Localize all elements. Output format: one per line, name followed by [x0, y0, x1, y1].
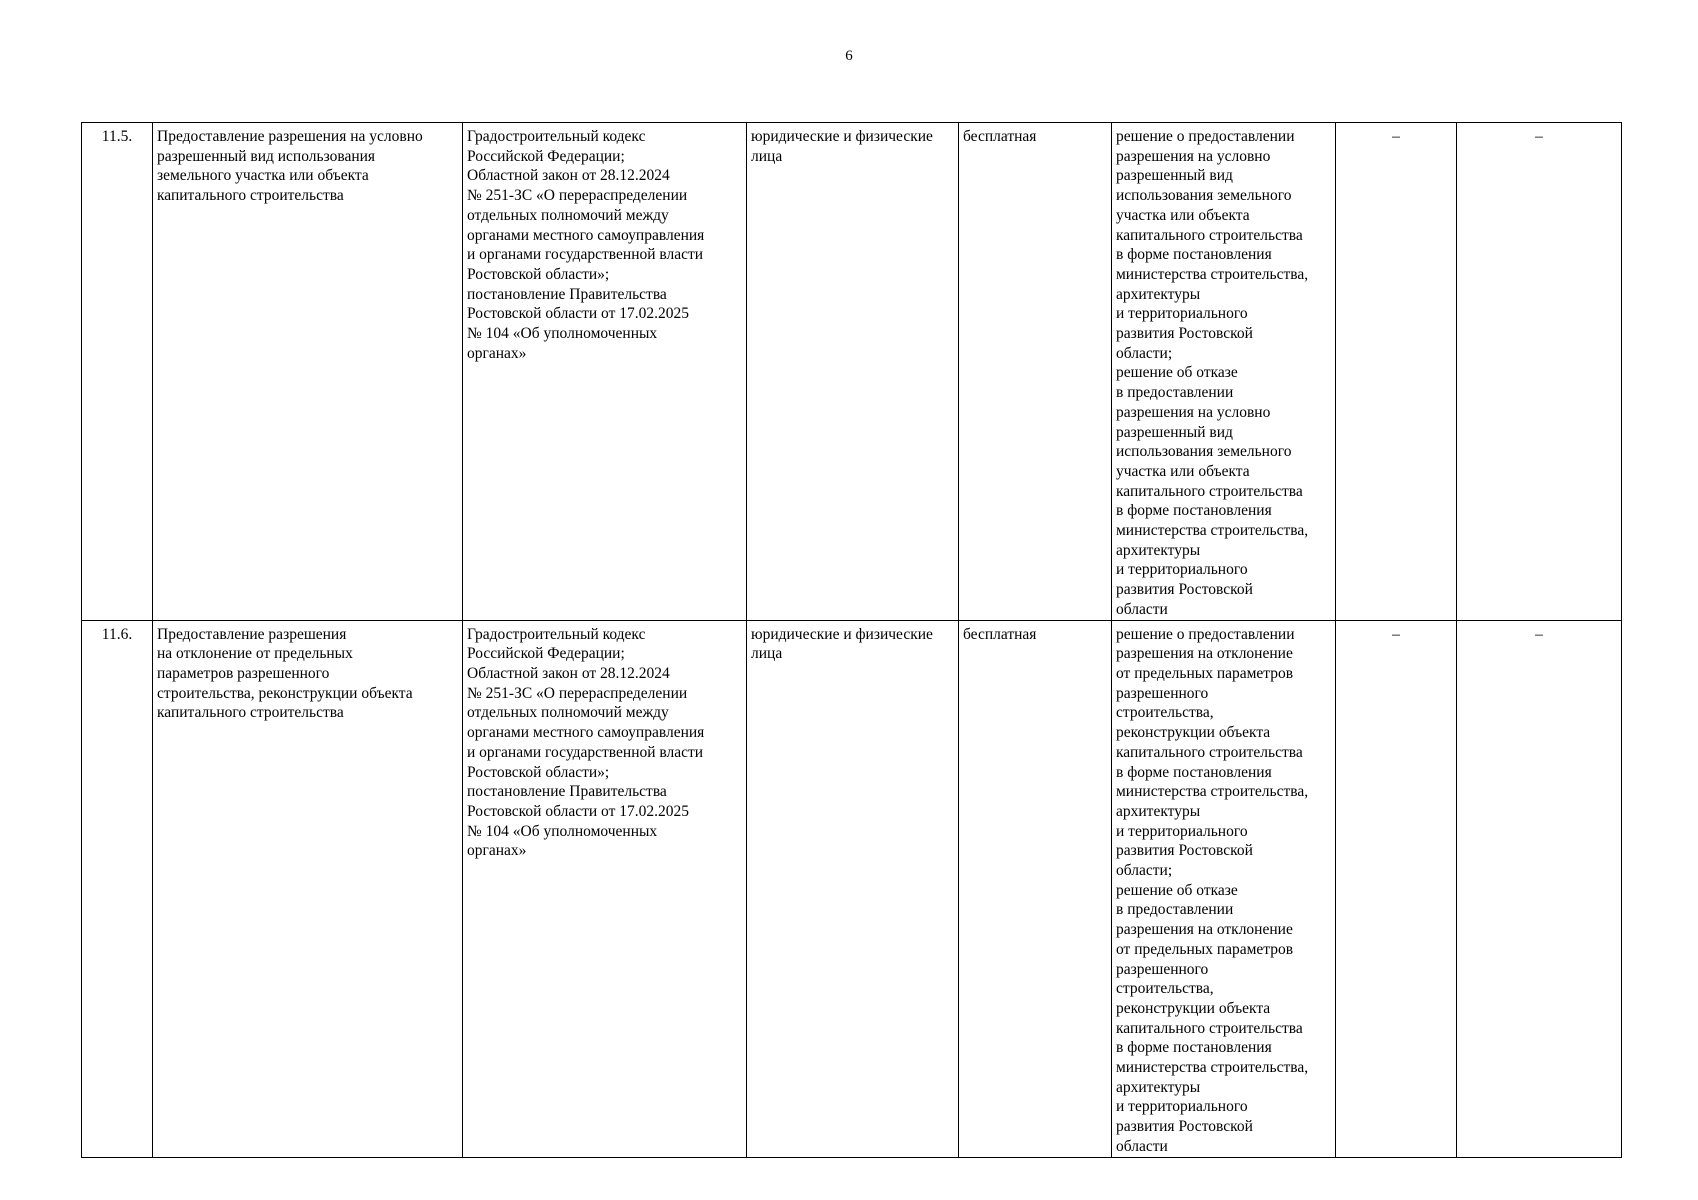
text-line: строительства, — [1116, 980, 1214, 998]
page-number: 6 — [845, 48, 853, 64]
services-table — [81, 122, 1622, 1158]
text-line: министерства строительства, — [1116, 1059, 1309, 1077]
text-line: капитального строительства — [1116, 482, 1303, 500]
text-line: Предоставление разрешения на условно — [157, 128, 423, 145]
text-line: использования земельного — [1116, 187, 1292, 205]
text-line: органах» — [467, 842, 527, 860]
text-line: министерства строительства, — [1116, 265, 1309, 283]
text-line: органами местного самоуправления — [467, 226, 705, 244]
text-line: в форме постановления — [1116, 502, 1272, 520]
text-line: разрешения на условно — [1116, 403, 1271, 421]
text-line: разрешения на условно — [1116, 147, 1271, 165]
text-line: постановление Правительства — [467, 285, 667, 303]
service-name-cell — [153, 620, 463, 1157]
text-line: № 251-ЗС «О перераспределении — [467, 684, 688, 702]
text-line: капитального строительства — [1116, 743, 1303, 761]
text-line: и территориального — [1116, 561, 1248, 579]
recipients-cell — [747, 620, 959, 1157]
text-line: капитального строительства — [157, 187, 344, 205]
text-line: области — [1116, 1137, 1168, 1155]
text-line: и органами государственной власти — [467, 246, 704, 264]
dash-cell — [1336, 123, 1457, 621]
text-line: разрешенный вид использования — [157, 147, 376, 165]
text-line: № 251-ЗС «О перераспределении — [467, 187, 688, 205]
text-line: архитектуры — [1116, 541, 1201, 559]
text-line: постановление Правительства — [467, 783, 667, 801]
text-line: участка или объекта — [1116, 462, 1250, 480]
text-line: разрешения на отклонение — [1116, 921, 1293, 939]
text-line: юридические и физические — [751, 128, 933, 145]
text-line: министерства строительства, — [1116, 522, 1309, 540]
result-cell — [1112, 123, 1336, 621]
text-line: органах» — [467, 344, 527, 362]
text-line: Областной закон от 28.12.2024 — [467, 664, 670, 682]
dash-cell — [1457, 620, 1622, 1157]
text-line: лица — [751, 147, 783, 165]
text-line: на отклонение от предельных — [157, 645, 353, 663]
text-line: капитального строительства — [1116, 226, 1303, 244]
text-line: Российской Федерации; — [467, 645, 625, 663]
text-line: области; — [1116, 862, 1173, 880]
text-line: Российской Федерации; — [467, 147, 625, 165]
text-line: капитального строительства — [1116, 1019, 1303, 1037]
text-line: органами местного самоуправления — [467, 724, 705, 742]
text-line: в предоставлении — [1116, 384, 1234, 402]
text-line: Областной закон от 28.12.2024 — [467, 167, 670, 185]
text-line: земельного участка или объекта — [157, 167, 369, 185]
text-line: архитектуры — [1116, 802, 1201, 820]
text-line: в предоставлении — [1116, 901, 1234, 919]
text-line: решение об отказе — [1116, 364, 1238, 382]
result-cell — [1112, 620, 1336, 1157]
text-line: решение об отказе — [1116, 881, 1238, 899]
recipients-cell — [747, 123, 959, 621]
dash-cell — [1336, 620, 1457, 1157]
text-line: решение о предоставлении — [1116, 128, 1295, 145]
text-line: строительства, — [1116, 704, 1214, 722]
text-line: развития Ростовской — [1116, 581, 1253, 599]
text-line: и территориального — [1116, 822, 1248, 840]
text-line: разрешенный вид — [1116, 423, 1233, 441]
text-line: строительства, реконструкции объекта — [157, 684, 413, 702]
text-line: и территориального — [1116, 1098, 1248, 1116]
text-line: в форме постановления — [1116, 1039, 1272, 1057]
fee-text: бесплатная — [963, 625, 1037, 643]
legal-basis-cell — [463, 123, 747, 621]
text-line: от предельных параметров — [1116, 940, 1294, 958]
text-line: решение о предоставлении — [1116, 625, 1295, 643]
text-line: и территориального — [1116, 305, 1248, 323]
text-line: в форме постановления — [1116, 246, 1272, 264]
text-line: Ростовской области от 17.02.2025 — [467, 305, 689, 323]
text-line: разрешенный вид — [1116, 167, 1233, 185]
fee-text: бесплатная — [963, 128, 1037, 145]
fee-cell — [959, 123, 1112, 621]
text-line: разрешения на отклонение — [1116, 645, 1293, 663]
text-line: и органами государственной власти — [467, 743, 704, 761]
text-line: Градостроительный кодекс — [467, 625, 646, 643]
text-line: Предоставление разрешения — [157, 625, 347, 643]
text-line: Ростовской области от 17.02.2025 — [467, 802, 689, 820]
text-line: разрешенного — [1116, 684, 1209, 702]
text-line: Ростовской области»; — [467, 265, 610, 283]
text-line: в форме постановления — [1116, 763, 1272, 781]
dash-text: – — [1535, 128, 1543, 145]
row-number-cell — [82, 620, 153, 1157]
row-number-cell — [82, 123, 153, 621]
text-line: Ростовской области»; — [467, 763, 610, 781]
text-line: области — [1116, 600, 1168, 618]
text-line: реконструкции объекта — [1116, 724, 1271, 742]
table-row — [82, 123, 1622, 621]
text-line: отдельных полномочий между — [467, 206, 669, 224]
text-line: от предельных параметров — [1116, 664, 1294, 682]
text-line: реконструкции объекта — [1116, 999, 1271, 1017]
service-name-cell — [153, 123, 463, 621]
row-number: 11.5. — [101, 128, 133, 145]
text-line: юридические и физические — [751, 625, 933, 643]
text-line: Градостроительный кодекс — [467, 128, 646, 145]
text-line: области; — [1116, 344, 1173, 362]
text-line: развития Ростовской — [1116, 1118, 1253, 1136]
text-line: отдельных полномочий между — [467, 704, 669, 722]
dash-text: – — [1392, 128, 1400, 145]
text-line: участка или объекта — [1116, 206, 1250, 224]
dash-cell — [1457, 123, 1622, 621]
fee-cell — [959, 620, 1112, 1157]
dash-text: – — [1535, 625, 1543, 643]
text-line: развития Ростовской — [1116, 842, 1253, 860]
text-line: архитектуры — [1116, 1078, 1201, 1096]
text-line: № 104 «Об уполномоченных — [467, 325, 658, 343]
text-line: архитектуры — [1116, 285, 1201, 303]
text-line: № 104 «Об уполномоченных — [467, 822, 658, 840]
text-line: министерства строительства, — [1116, 783, 1309, 801]
table-row — [82, 620, 1622, 1157]
text-line: разрешенного — [1116, 960, 1209, 978]
text-line: капитального строительства — [157, 704, 344, 722]
text-line: параметров разрешенного — [157, 664, 330, 682]
text-line: развития Ростовской — [1116, 325, 1253, 343]
dash-text: – — [1392, 625, 1400, 643]
text-line: использования земельного — [1116, 443, 1292, 461]
text-line: лица — [751, 645, 783, 663]
legal-basis-cell — [463, 620, 747, 1157]
row-number: 11.6. — [101, 625, 133, 643]
